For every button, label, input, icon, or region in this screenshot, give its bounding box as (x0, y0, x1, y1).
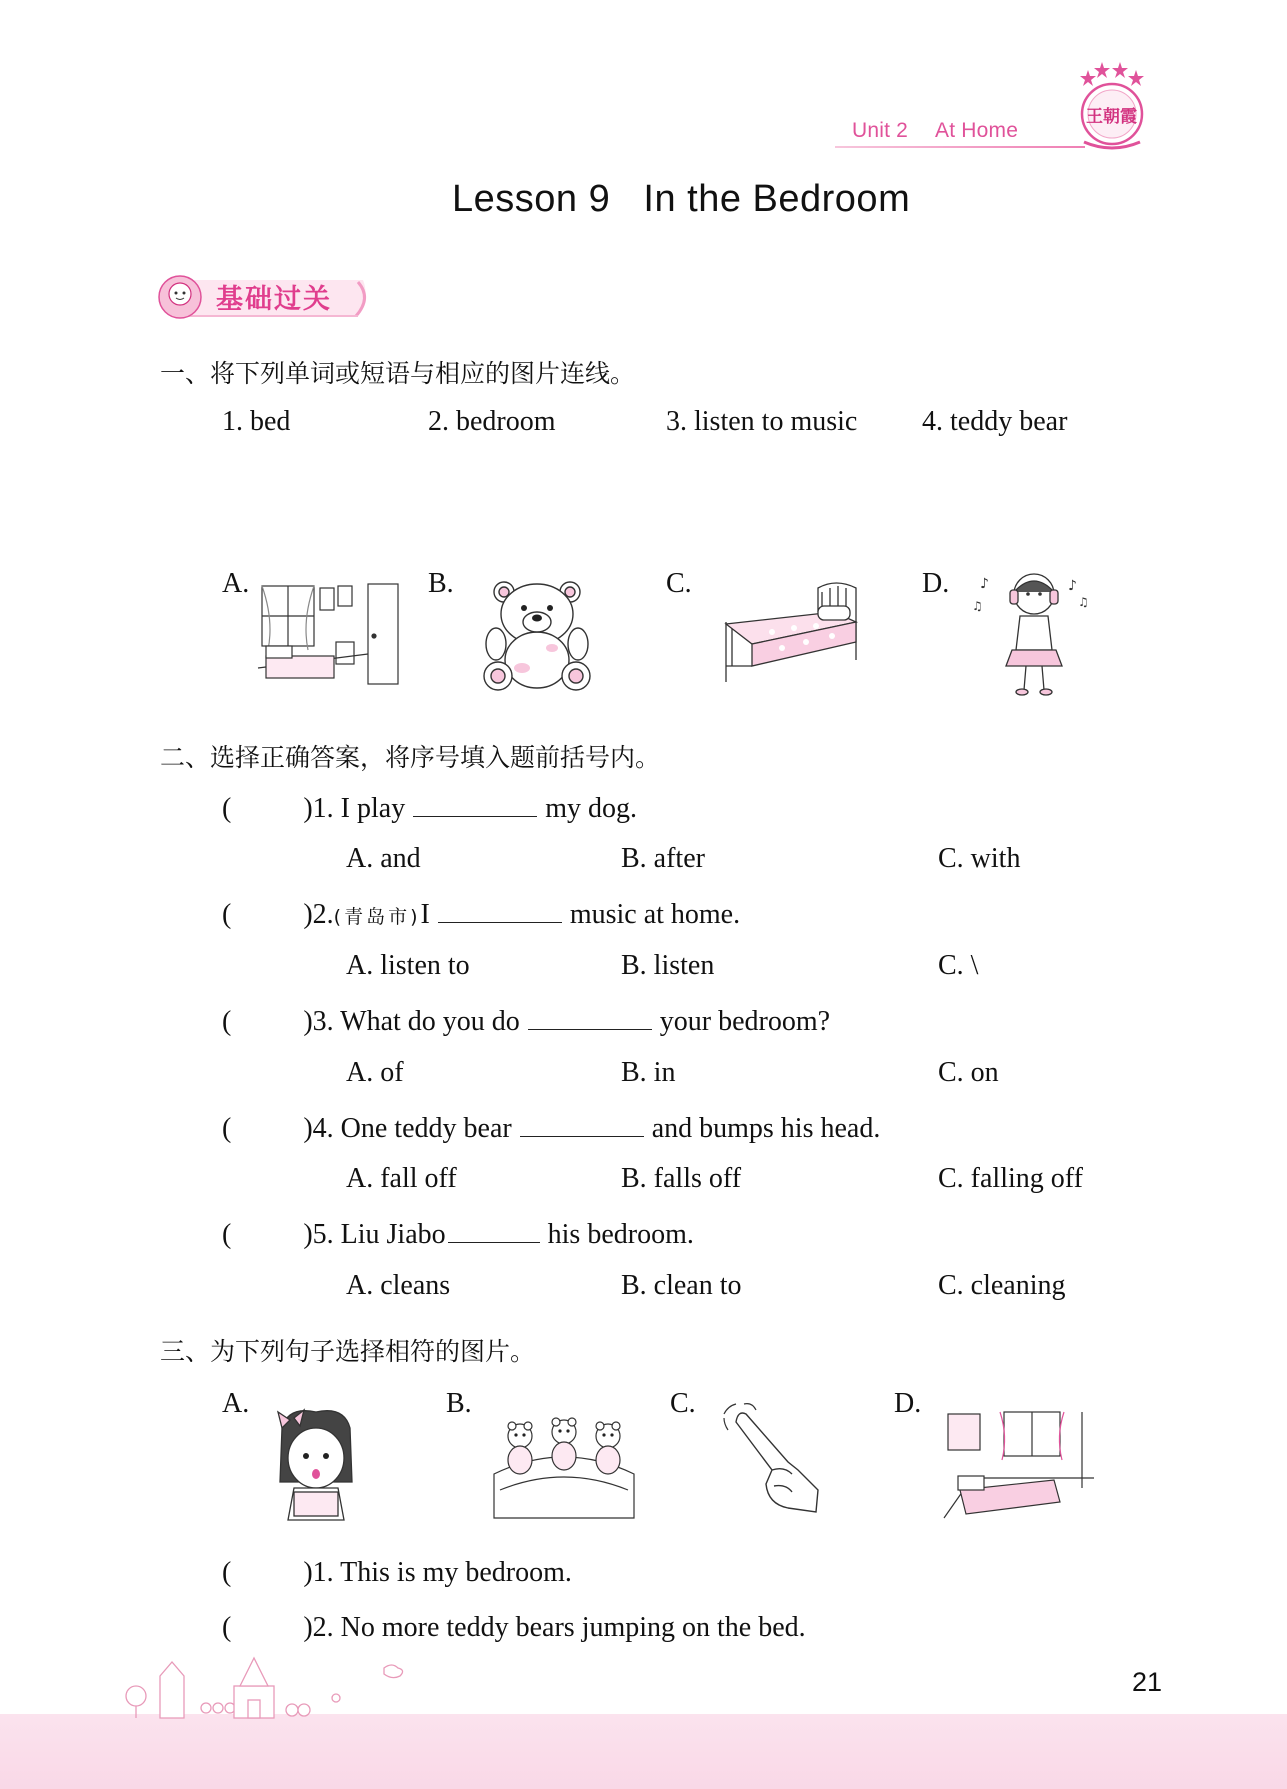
unit-number: Unit 2 (852, 119, 909, 142)
question-number: )1. (303, 793, 334, 824)
girl-reading-icon (268, 1408, 364, 1522)
bed-icon (722, 582, 868, 684)
option-b[interactable]: B. listen (621, 950, 715, 981)
girl-reading-illustration (268, 1408, 364, 1522)
answer-paren-open: ( (222, 1219, 232, 1250)
question-1 (222, 790, 637, 825)
picture-label-d: D. (922, 568, 950, 599)
section3-title: 三、为下列句子选择相符的图片。 (160, 1337, 536, 1366)
unit-label (852, 119, 1018, 143)
fill-blank[interactable] (413, 790, 537, 817)
question-text-after: and bumps his head. (651, 1113, 881, 1144)
picture-label-b: B. (446, 1388, 472, 1419)
question-text-before: What do you do (340, 1006, 520, 1037)
bedroom-icon (258, 580, 408, 690)
answer-paren-open: ( (222, 793, 232, 824)
fill-blank[interactable] (438, 896, 562, 923)
svg-text:♫: ♫ (972, 599, 983, 613)
word-1: 1. bed (222, 406, 291, 437)
fill-blank[interactable] (520, 1110, 644, 1137)
question-text-before: I (420, 899, 430, 930)
section2-title: 二、选择正确答案，将序号填入题前括号内。 (160, 743, 661, 772)
footer-decoration (122, 1650, 412, 1720)
question-text-before: I play (340, 793, 406, 824)
answer-paren-open: ( (222, 1006, 232, 1037)
picture-label-b: B. (428, 568, 454, 599)
option-a[interactable]: A. fall off (346, 1163, 457, 1194)
question-3 (222, 1003, 830, 1038)
sentence-2 (222, 1612, 806, 1644)
option-c[interactable]: C. with (938, 843, 1021, 874)
svg-text:♫: ♫ (1078, 595, 1089, 609)
word-3: 3. listen to music (666, 406, 858, 437)
question-text-after: his bedroom. (547, 1219, 694, 1250)
option-a[interactable]: A. listen to (346, 950, 470, 981)
question-text-after: your bedroom? (659, 1006, 831, 1037)
option-b[interactable]: B. in (621, 1057, 676, 1088)
page-number: 21 (1132, 1667, 1163, 1697)
pointing-hand-icon (722, 1400, 826, 1516)
girl-headphones-icon (972, 566, 1096, 698)
word-4: 4. teddy bear (922, 406, 1068, 437)
picture-label-a: A. (222, 1388, 250, 1419)
question-5 (222, 1216, 694, 1251)
picture-label-c: C. (670, 1388, 696, 1419)
option-c[interactable]: C. on (938, 1057, 999, 1088)
option-a[interactable]: A. and (346, 843, 421, 874)
unit-topic: At Home (935, 119, 1019, 142)
pointing-hand-illustration (722, 1400, 826, 1516)
sentence-1 (222, 1557, 572, 1589)
logo-text: 王朝霞 (1086, 107, 1137, 127)
question-2 (222, 896, 740, 931)
option-b[interactable]: B. falls off (621, 1163, 742, 1194)
sentence-text: )1. This is my bedroom. (303, 1557, 572, 1588)
answer-paren-open: ( (222, 899, 232, 930)
question-4 (222, 1110, 880, 1145)
bedroom-illustration (258, 580, 408, 690)
picture-label-a: A. (222, 568, 250, 599)
question-text-before: One teddy bear (340, 1113, 512, 1144)
option-b[interactable]: B. after (621, 843, 705, 874)
footer-band (0, 1714, 1287, 1789)
option-c[interactable]: C. cleaning (938, 1270, 1066, 1301)
question-text-before: Liu Jiabo (340, 1219, 446, 1250)
page-title: Lesson 9 In the Bedroom (452, 178, 911, 220)
picture-label-d: D. (894, 1388, 922, 1419)
question-number: )2. (303, 899, 334, 930)
word-2: 2. bedroom (428, 406, 556, 437)
fill-blank[interactable] (448, 1216, 540, 1243)
unit-underline (835, 146, 1085, 148)
option-c[interactable]: C. \ (938, 950, 979, 981)
answer-paren-open: ( (222, 1557, 232, 1588)
bedroom-window-illustration (944, 1408, 1094, 1520)
bears-on-bed-icon (490, 1410, 638, 1520)
option-a[interactable]: A. of (346, 1057, 404, 1088)
svg-text:♪: ♪ (1068, 578, 1077, 594)
bed-illustration (722, 582, 868, 684)
answer-paren-open: ( (222, 1113, 232, 1144)
region-tag: (青岛市) (333, 906, 421, 928)
question-text-after: my dog. (545, 793, 637, 824)
question-number: )3. (303, 1006, 334, 1037)
svg-text:♪: ♪ (980, 576, 989, 592)
bedroom-window-icon (944, 1408, 1094, 1520)
question-text-after: music at home. (569, 899, 741, 930)
teddy-bear-illustration (482, 578, 592, 694)
teddy-bear-icon (482, 578, 592, 694)
fill-blank[interactable] (528, 1003, 652, 1030)
girl-music-illustration (972, 566, 1096, 698)
option-b[interactable]: B. clean to (621, 1270, 742, 1301)
badge-label: 基础过关 (216, 284, 332, 315)
castle-trees-icon (122, 1650, 412, 1720)
question-number: )5. (303, 1219, 334, 1250)
option-c[interactable]: C. falling off (938, 1163, 1083, 1194)
sentence-text: )2. No more teddy bears jumping on the bed. (303, 1612, 806, 1643)
publisher-logo (1072, 58, 1152, 154)
option-a[interactable]: A. cleans (346, 1270, 451, 1301)
section1-title: 一、将下列单词或短语与相应的图片连线。 (160, 359, 636, 388)
bears-on-bed-illustration (490, 1410, 638, 1520)
answer-paren-open: ( (222, 1612, 232, 1643)
section-badge (158, 272, 376, 322)
picture-label-c: C. (666, 568, 692, 599)
question-number: )4. (303, 1113, 334, 1144)
